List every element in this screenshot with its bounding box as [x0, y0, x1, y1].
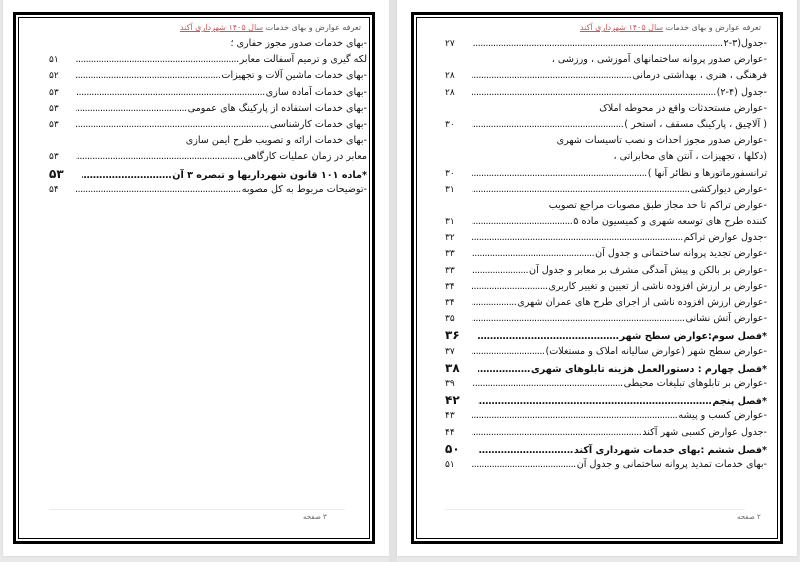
toc-page-number: ۵۳ — [49, 103, 59, 114]
toc-entry — [443, 214, 767, 230]
toc-entry — [47, 52, 367, 68]
toc-entry-label: *فصل چهارم : دستورالعمل هزینه تابلوهای شهری — [531, 363, 767, 375]
toc-entry — [47, 36, 367, 52]
toc-entry — [443, 117, 767, 133]
dot-leader — [76, 68, 220, 84]
dot-leader — [472, 457, 576, 473]
toc-entry — [443, 36, 767, 52]
toc-entry-label: کننده طرح های توسعه شهری و کمیسیون ماده ۵ — [573, 216, 767, 228]
toc-page-number: ۳۲ — [445, 233, 455, 244]
toc-entry — [443, 101, 767, 117]
toc-entry — [47, 117, 367, 133]
toc-entry — [47, 101, 367, 117]
dot-leader — [472, 182, 690, 198]
toc-page-number: ۵۳ — [49, 87, 59, 98]
dot-leader — [76, 117, 269, 133]
toc-entry-label: -عوارض سطح شهر (عوارض سالیانه املاک و مستغلات) — [545, 345, 767, 357]
toc-list — [47, 36, 367, 198]
toc-entry-label: -بهای خدمات کارشناسی — [269, 118, 367, 130]
header-text: تعرفه عوارض و بهای خدمات — [263, 23, 361, 32]
dot-leader — [76, 101, 187, 117]
toc-chapter-entry — [443, 327, 767, 343]
toc-entry-label: ترانسفورماتورها و نظائر آنها ) — [647, 167, 767, 179]
toc-entry — [47, 85, 367, 101]
dot-leader — [472, 408, 677, 424]
toc-entry-label: -عوارض تجدید پروانه ساختمانی و جدول آن — [595, 248, 767, 260]
toc-page-number: ۳۵ — [445, 314, 455, 325]
dot-leader — [472, 295, 516, 311]
toc-entry-label: فرهنگی ، هنری ، بهداشتی درمانی — [632, 70, 767, 82]
toc-page-number: ۳۳ — [445, 249, 455, 260]
footer-divider — [49, 509, 345, 510]
toc-entry-label: ( آلاچیق ، پارکینگ مسقف ، استخر ) — [624, 118, 767, 130]
toc-entry — [443, 408, 767, 424]
toc-entry-label: -بهای خدمات ماشین آلات و تجهیزات — [221, 70, 367, 82]
toc-page-number: ۵۳ — [49, 119, 59, 130]
toc-entry-label: -بهای خدمات تمدید پروانه ساختمانی و جدول آن — [576, 458, 767, 470]
toc-entry — [443, 198, 767, 214]
page-header — [443, 20, 767, 36]
dot-leader — [472, 376, 623, 392]
toc-page-number: ۳۴ — [445, 281, 455, 292]
dot-leader — [472, 36, 722, 52]
toc-entry-label: -جدول(۳-۲ — [723, 38, 767, 49]
dot-leader — [472, 311, 684, 327]
toc-page-number: ۳۸ — [445, 360, 460, 375]
dot-leader — [76, 52, 239, 68]
toc-page-number: ۵۱ — [49, 55, 59, 66]
header-highlight: سال ۱۴۰۵ شهرداری آکند — [579, 23, 664, 32]
page-number: ۳ صفحه — [303, 513, 327, 521]
toc-entry — [443, 457, 767, 473]
dot-leader — [472, 263, 528, 279]
toc-entry-label: معابر در زمان عملیات کارگاهی — [243, 151, 367, 163]
toc-entry-label: -بهای خدمات صدور مجوز حفاری ؛ — [230, 38, 367, 49]
dot-leader — [472, 214, 572, 230]
page-gap — [389, 0, 397, 562]
toc-entry — [443, 133, 767, 149]
toc-entry-label: لکه گیری و ترمیم آسفالت معابر — [239, 54, 367, 66]
dot-leader — [472, 230, 683, 246]
toc-entry-label: -عوارض صدور پروانه ساختمانهای آموزشی ، ورزشی ، — [551, 54, 767, 66]
toc-list — [443, 36, 767, 473]
toc-page-number: ۲۸ — [445, 71, 455, 82]
toc-entry — [47, 133, 367, 149]
toc-page-number: ۴۳ — [445, 411, 455, 422]
toc-entry-label: -عوارض آتش نشانی — [685, 313, 767, 325]
toc-entry-label: -عوارض بر ارزش افزوده ناشی از تعیین و تغییر کاربری — [548, 280, 767, 292]
toc-entry — [443, 182, 767, 198]
toc-entry — [443, 344, 767, 360]
header-text: تعرفه عوارض و بهای خدمات — [663, 23, 761, 32]
toc-page-number: ۵۳ — [49, 166, 64, 181]
toc-page-number: ۴۴ — [445, 427, 455, 438]
toc-entry-label: -عوارض بر بالکن و پیش آمدگی مشرف بر معابر و جدول آن — [529, 264, 767, 276]
toc-entry-label: *فصل پنجم — [712, 396, 767, 408]
page-header — [47, 20, 367, 36]
toc-entry-label: -عوارض صدور مجوز احداث و نصب تاسیسات شهری — [556, 135, 767, 147]
toc-entry — [443, 149, 767, 165]
toc-entry — [443, 85, 767, 101]
toc-entry — [47, 149, 367, 165]
toc-entry — [443, 311, 767, 327]
dot-leader — [472, 68, 631, 84]
toc-entry-label: *ماده ۱۰۱ قانون شهرداریها و تبصره ۳ آن — [172, 169, 367, 181]
toc-chapter-entry — [443, 441, 767, 457]
toc-entry — [443, 279, 767, 295]
toc-page-number: ۵۰ — [445, 441, 460, 456]
header-highlight: سال ۱۴۰۵ شهرداری آکند — [179, 23, 264, 32]
toc-entry-label: *فصل سوم:عوارض سطح شهر — [619, 331, 767, 343]
toc-content — [443, 20, 767, 473]
toc-chapter-entry — [47, 166, 367, 182]
dot-leader — [472, 279, 548, 295]
toc-page-number: ۳۷ — [445, 346, 455, 357]
toc-page-number: ۳۱ — [445, 217, 455, 228]
toc-entry-label: -جدول (۴-۲) — [716, 86, 767, 98]
document-page-right — [397, 0, 797, 556]
dot-leader — [76, 149, 243, 165]
toc-page-number: ۳۰ — [445, 119, 455, 130]
toc-page-number: ۵۴ — [49, 184, 59, 195]
toc-entry-label: (دکلها ، تجهیزات ، آنتن های مخابراتی ، — [613, 151, 767, 163]
dot-leader — [472, 117, 623, 133]
toc-entry-label: -توضیحات مربوط به کل مصوبه — [241, 183, 367, 195]
dot-leader — [472, 166, 647, 182]
dot-leader — [472, 425, 641, 441]
toc-entry — [443, 295, 767, 311]
toc-page-number: ۲۷ — [445, 39, 455, 49]
toc-page-number: ۵۱ — [445, 459, 455, 470]
toc-entry-label: -جدول عوارض کسبی شهر آکند — [642, 426, 767, 438]
toc-entry — [47, 182, 367, 198]
toc-entry — [443, 230, 767, 246]
dot-leader — [76, 85, 265, 101]
toc-entry — [443, 166, 767, 182]
dot-leader — [472, 85, 716, 101]
toc-entry — [443, 52, 767, 68]
toc-entry-label: *فصل ششم :بهای خدمات شهرداری آکند — [573, 444, 767, 456]
toc-page-number: ۳۱ — [445, 184, 455, 195]
toc-page-number: ۴۲ — [445, 393, 460, 408]
dot-leader — [76, 182, 241, 198]
toc-entry-label: -عوارض کسب و پیشه — [678, 410, 767, 422]
toc-entry — [443, 246, 767, 262]
toc-chapter-entry — [443, 360, 767, 376]
page-number: ۲ صفحه — [737, 513, 761, 521]
dot-leader — [472, 246, 594, 262]
toc-page-number: ۳۶ — [445, 328, 460, 343]
toc-entry-label: -عوارض بر تابلوهای تبلیغات محیطی — [623, 377, 767, 389]
toc-entry-label: -بهای خدمات آماده سازی — [265, 86, 367, 98]
toc-chapter-entry — [443, 392, 767, 408]
toc-entry — [443, 376, 767, 392]
toc-content — [47, 20, 367, 198]
dot-leader — [472, 344, 544, 360]
toc-page-number: ۵۳ — [49, 152, 59, 163]
toc-page-number: ۳۹ — [445, 378, 455, 389]
toc-entry — [47, 68, 367, 84]
toc-page-number: ۳۴ — [445, 298, 455, 308]
toc-entry-label: -عوارض دیوارکشی — [690, 183, 767, 195]
toc-entry — [443, 263, 767, 279]
toc-page-number: ۳۳ — [445, 265, 455, 276]
toc-entry-label: -بهای خدمات استفاده از پارکینگ های عمومی — [187, 102, 367, 114]
toc-entry — [443, 68, 767, 84]
toc-page-number: ۲۸ — [445, 87, 455, 98]
toc-entry-label: -عوارض ارزش افزوده ناشی از اجرای طرح های عمران شهری — [517, 297, 767, 308]
toc-page-number: ۵۲ — [49, 71, 59, 82]
toc-entry-label: -عوارض تراکم تا حد مجاز طبق مصوبات مراجع تصویب — [548, 199, 767, 211]
toc-page-number: ۳۰ — [445, 168, 455, 179]
toc-entry-label: -بهای خدمات ارائه و تصویب طرح ایمن سازی — [185, 135, 367, 147]
document-page-left — [3, 0, 389, 556]
toc-entry-label: -جدول عوارض تراکم — [683, 232, 767, 244]
toc-entry — [443, 425, 767, 441]
footer-divider — [445, 509, 745, 510]
toc-entry-label: -عوارض مستحدثات واقع در محوطه املاک — [599, 102, 767, 114]
